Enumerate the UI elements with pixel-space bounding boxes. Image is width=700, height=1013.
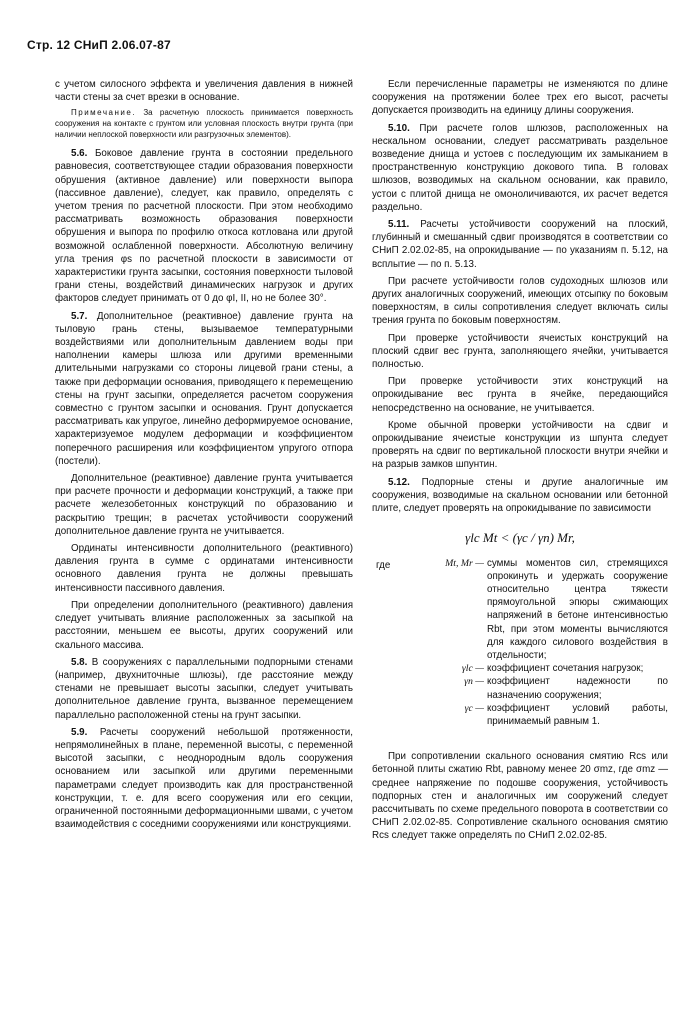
- legend-text: коэффициент условий работы, принимаемый равным 1.: [487, 702, 668, 727]
- section-text: Подпорные стены и другие аналогичные им сооружения, возводимые на скальном основании или бетонной плите, следует проверять на опрокидывание по зависимости: [372, 476, 669, 515]
- section-5-6: [55, 147, 353, 305]
- section-number: 5.9.: [71, 726, 88, 738]
- paragraph: При сопротивлении скального основания смятию Rcs или бетонной плиты сжатию Rbt, равному менее 20 σmz, где σmz — среднее напряжение по подошве сооружения, устойчивость подпорных стен и аналогичных им сооружений следует рассчитывать по схеме предельного поворота в соответствии со СНиП 2.02.02-85. Сопротивление скального основания смятию Rcs следует также определять по СНиП 2.02.02-85.: [372, 751, 668, 842]
- legend-item: [432, 662, 668, 675]
- page-header: Стр. 12 СНиП 2.06.07-87: [27, 38, 171, 52]
- legend-symbol: γlc —: [461, 663, 484, 675]
- paragraph: При определении дополнительного (реактивного) давления следует учитывать влияние расположенных за засыпкой на расстоянии, меньшем ее высоты, других сооружений или скального массива.: [55, 599, 353, 651]
- section-number: 5.10.: [388, 122, 410, 134]
- section-5-9: [55, 726, 353, 832]
- legend-text: коэффициент надежности по назначению сооружения;: [487, 676, 668, 701]
- section-text: Боковое давление грунта в состоянии предельного равновесия, соответствующее стадии образования поверхности обрушения (активное давление) или поверхности выпора (пассивное давление), следует, как правило, определять с учетом трения по расчетной плоскости. При этом необходимо рассматривать возможность образования поверхности обрушения и выпора по профилю откоса котлована или другой возможной ослабленной поверхности. Абсолютную величину угла трения φs по расчетной плоскости в зависимости от характеристики грунта засыпки, состояния поверхности тыловой грани стены, воздействий динамических нагрузок и других факторов следует принимать от 0 до φI, II, но не более 30°.: [55, 148, 353, 305]
- section-number: 5.6.: [71, 148, 88, 160]
- legend-symbol: γn —: [464, 676, 484, 688]
- section-text: В сооружениях с параллельными подпорными стенами (например, двухниточные шлюзы), где расстояние между стенами не превышает высоты засыпки, следует учитывать дополнительное давление грунта, вызванное перемещением параллельно расположенной стены на грунт засыпки.: [55, 656, 353, 721]
- section-number: 5.12.: [388, 476, 410, 488]
- paragraph: При проверке устойчивости этих конструкций на опрокидывание вес грунта в ячейке, передающийся непосредственно на основание, не учитывается.: [372, 376, 668, 414]
- paragraph: Ординаты интенсивности дополнительного (реактивного) давления грунта в сумме с ординатами интенсивности основного давления грунта не должны превышать интенсивности пассивного давления.: [55, 543, 353, 594]
- legend-symbol: Mt, Mr —: [445, 557, 484, 569]
- section-text: При расчете голов шлюзов, расположенных на нескальном основании, следует рассматривать раздельное возведение днища и устоев с последующим их замыканием в пространственную конструкцию докового типа. В головах шлюзов, возводимых на скальном основании, как правило, устои с плитой днища не омоноличиваются, их расчет ведется раздельно.: [372, 122, 668, 213]
- section-text: Расчеты сооружений небольшой протяженности, непрямолинейных в плане, переменной высоты, с переменной высотой засыпки, с неоднородным вдоль сооружения основанием или засыпкой или другими переменными параметрами следует производить как для пространственной конструкции, т. е. для всего сооружения или его секции, ограниченной постоянными деформационными швами, с учетом взаимодействия с соседними сооружениями или конструкциями.: [55, 726, 353, 831]
- section-text: Расчеты устойчивости сооружений на плоский, глубинный и смешанный сдвиг производятся в соответствии со СНиП 2.02.02-85, на опрокидывание — по указаниям п. 5.12, на всплытие — по п. 5.13.: [372, 219, 668, 270]
- legend-item: [432, 675, 668, 701]
- paragraph: При расчете устойчивости голов судоходных шлюзов или других аналогичных сооружений, имеющих отсыпку по боковым поверхностям, в силы сопротивления следует включать силы трения грунта по боковым поверхностям.: [372, 275, 668, 327]
- section-number: 5.8.: [71, 656, 88, 668]
- legend-text: коэффициент сочетания нагрузок;: [487, 663, 644, 675]
- section-5-12: [372, 476, 668, 516]
- section-number: 5.11.: [388, 219, 410, 231]
- note: [55, 108, 353, 140]
- legend-symbol: γc —: [464, 702, 484, 714]
- section-5-7: [55, 310, 353, 468]
- where-label: где: [376, 559, 391, 571]
- section-5-8: [55, 656, 353, 722]
- formula-legend: [372, 557, 668, 729]
- paragraph: Если перечисленные параметры не изменяются по длине сооружения на протяжении более трех его высот, расчеты допускается производить на единицу длины сооружения.: [372, 79, 668, 117]
- note-label: Примечание.: [71, 108, 137, 118]
- paragraph: Кроме обычной проверки устойчивости на сдвиг и опрокидывание ячеистые конструкции из шпунта следует проверять на сдвиг по вертикальной плоскости внутри ячейки и на разрыв замков шпунтин.: [372, 419, 668, 471]
- paragraph: с учетом силосного эффекта и увеличения давления в нижней части стены за счет врезки в основание.: [55, 79, 353, 104]
- section-5-10: [372, 122, 668, 214]
- section-number: 5.7.: [71, 310, 88, 322]
- left-column: [55, 78, 353, 835]
- section-5-11: [372, 218, 668, 271]
- section-text: Дополнительное (реактивное) давление грунта на тыловую грань стены, вызываемое температурными воздействиями или дополнительным давлением воды при наполнении камеры шлюза или другими временными длительными нагрузками со стороны лицевой грани стены, а также при деформации основания, приводящего к перемещению стены на грунт засыпки, определяется расчетом сооружения совместно с грунтом засыпки и основания. Грунт допускается рассматривать как упругое, линейно деформируемое основание, характеризуемое модулем деформации и коэффициентом поперечного расширения или коэффициентом упругого отпора (постели).: [55, 310, 353, 467]
- paragraph: При проверке устойчивости ячеистых конструкций на плоский сдвиг вес грунта, заполняющего ячейки, учитывается полностью.: [372, 332, 668, 371]
- legend-text: суммы моментов сил, стремящихся опрокинуть и удержать сооружение относительно центра тяжести прямоугольной эпюры сжимающих напряжений в бетоне интенсивностью Rbt, при этом моменты вычисляются для каждого силового воздействия в отдельности;: [487, 557, 668, 661]
- right-column: [372, 78, 668, 847]
- paragraph: Дополнительное (реактивное) давление грунта учитывается при расчете прочности и деформации конструкций, а также при расчете железобетонных конструкций по образованию и раскрытию трещин; в расчетах устойчивости сооружений дополнительное давление грунта не учитывается.: [55, 473, 353, 537]
- formula: γlc Mt < (γc / γn) Mr,: [465, 530, 575, 546]
- legend-item: [432, 557, 668, 663]
- legend-item: [432, 702, 668, 728]
- note-text: За расчетную плоскость принимается поверхность сооружения на контакте с грунтом или условная плоскость внутри грунта (при наличии неплоской поверхности или разгрузочных элементов).: [55, 108, 353, 139]
